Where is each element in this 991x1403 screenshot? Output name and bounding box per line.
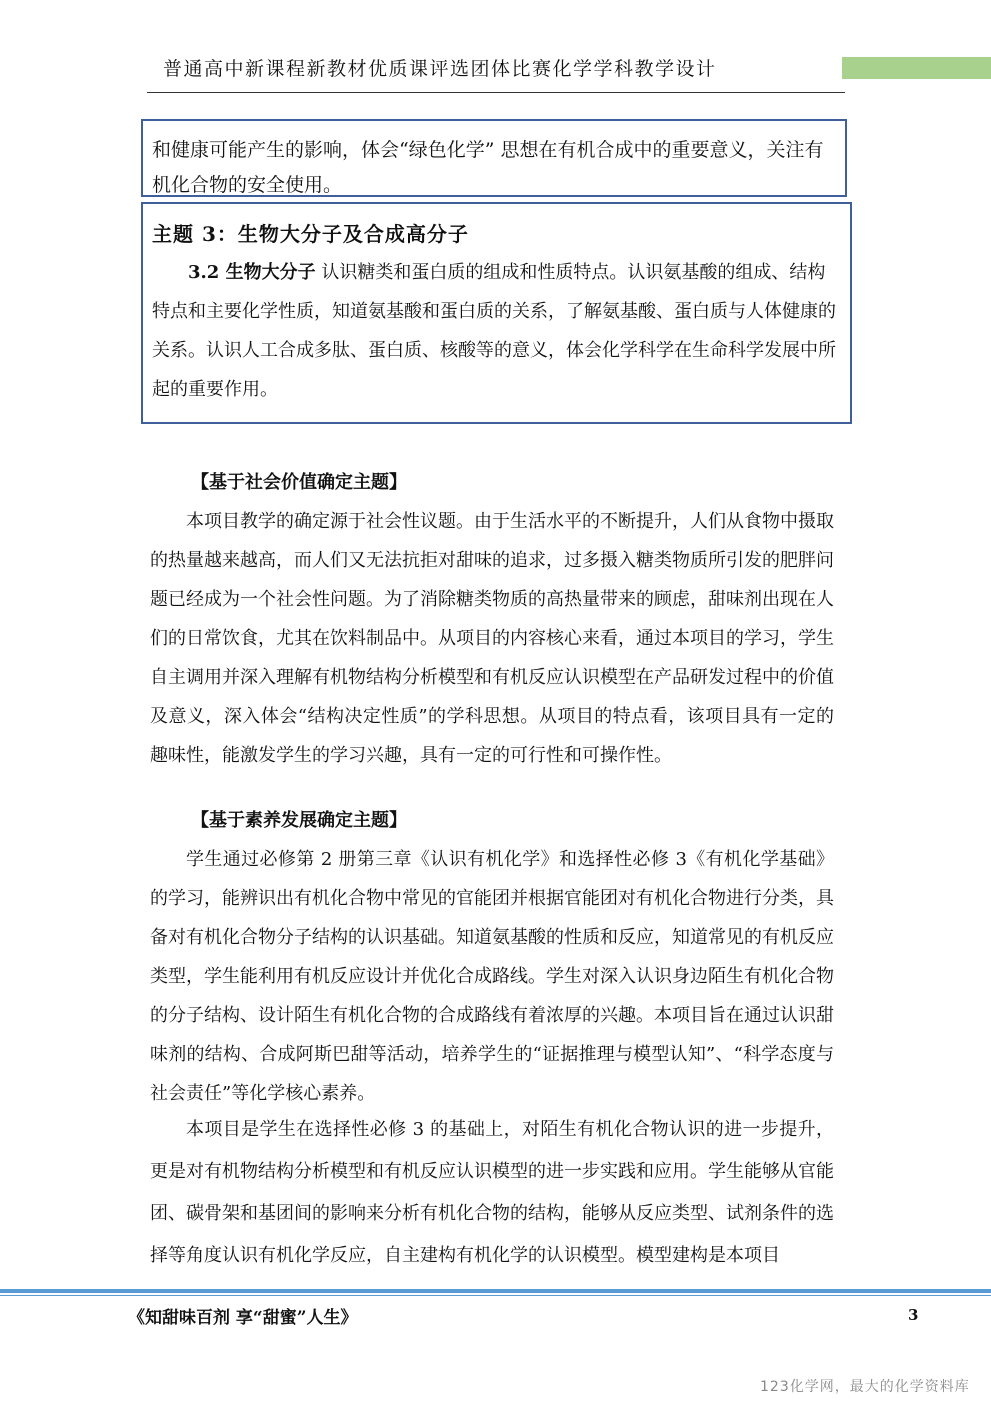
- header-accent-tab: [842, 57, 991, 79]
- curriculum-box-topic3: [141, 202, 852, 424]
- topic-text: 认识糖类和蛋白质的组成和性质特点。认识氨基酸的组成、结构特点和主要化学性质，知道氨基酸和蛋白质的关系，了解氨基酸、蛋白质与人体健康的关系。认识人工合成多肽、蛋白质、核酸等的意义，体会化学科学在生命科学发展中所起的重要作用。: [152, 262, 836, 400]
- section-heading-literacy: 【基于素养发展确定主题】: [191, 810, 407, 831]
- topic-lead: 3.2 生物大分子: [188, 262, 316, 283]
- page-number: 3: [908, 1306, 919, 1324]
- footer-divider-thin: [0, 1295, 991, 1296]
- topic-heading: 主题 3：生物大分子及合成高分子: [152, 222, 469, 246]
- section-paragraph-social-value: 本项目教学的确定源于社会性议题。由于生活水平的不断提升，人们从食物中摄取的热量越来越高，而人们又无法抗拒对甜味的追求，过多摄入糖类物质所引发的肥胖问题已经成为一个社会性问题。为了消除糖类物质的高热量带来的顾虑，甜味剂出现在人们的日常饮食，尤其在饮料制品中。从项目的内容核心来看，通过本项目的学习，学生自主调用并深入理解有机物结构分析模型和有机反应认识模型在产品研发过程中的价值及意义，深入体会“结构决定性质”的学科思想。从项目的特点看，该项目具有一定的趣味性，能激发学生的学习兴趣，具有一定的可行性和可操作性。: [150, 511, 834, 766]
- section-paragraph-literacy-1: 学生通过必修第 2 册第三章《认识有机化学》和选择性必修 3《有机化学基础》的学习，能辨识出有机化合物中常见的官能团并根据官能团对有机化合物进行分类，具备对有机化合物分子结构的认识基础。知道氨基酸的性质和反应，知道常见的有机反应类型，学生能利用有机反应设计并优化合成路线。学生对深入认识身边陌生有机化合物的分子结构、设计陌生有机化合物的合成路线有着浓厚的兴趣。本项目旨在通过认识甜味剂的结构、合成阿斯巴甜等活动，培养学生的“证据推理与模型认知”、“科学态度与社会责任”等化学核心素养。: [150, 849, 834, 1104]
- section-heading-social-value: 【基于社会价值确定主题】: [191, 472, 407, 493]
- watermark-text: 123化学网，最大的化学资料库: [760, 1379, 970, 1395]
- section-paragraph-literacy-2: 本项目是学生在选择性必修 3 的基础上，对陌生有机化合物认识的进一步提升，更是对有机物结构分析模型和有机反应认识模型的进一步实践和应用。学生能够从官能团、碳骨架和基团间的影响来分析有机化合物的结构，能够从反应类型、试剂条件的选择等角度认识有机化学反应，自主建构有机化学的认识模型。模型建构是本项目: [150, 1119, 834, 1266]
- footer-project-title: 《知甜味百剂 享“甜蜜”人生》: [128, 1308, 358, 1328]
- header-divider: [147, 92, 845, 93]
- footer-divider: [0, 1289, 991, 1293]
- topic-description: [152, 253, 836, 409]
- page-header-title: 普通高中新课程新教材优质课评选团体比赛化学学科教学设计: [163, 58, 717, 80]
- curriculum-box-text: 和健康可能产生的影响，体会“绿色化学” 思想在有机合成中的重要意义，关注有机化合物的安全使用。: [152, 139, 824, 196]
- curriculum-box-continued: [141, 119, 847, 197]
